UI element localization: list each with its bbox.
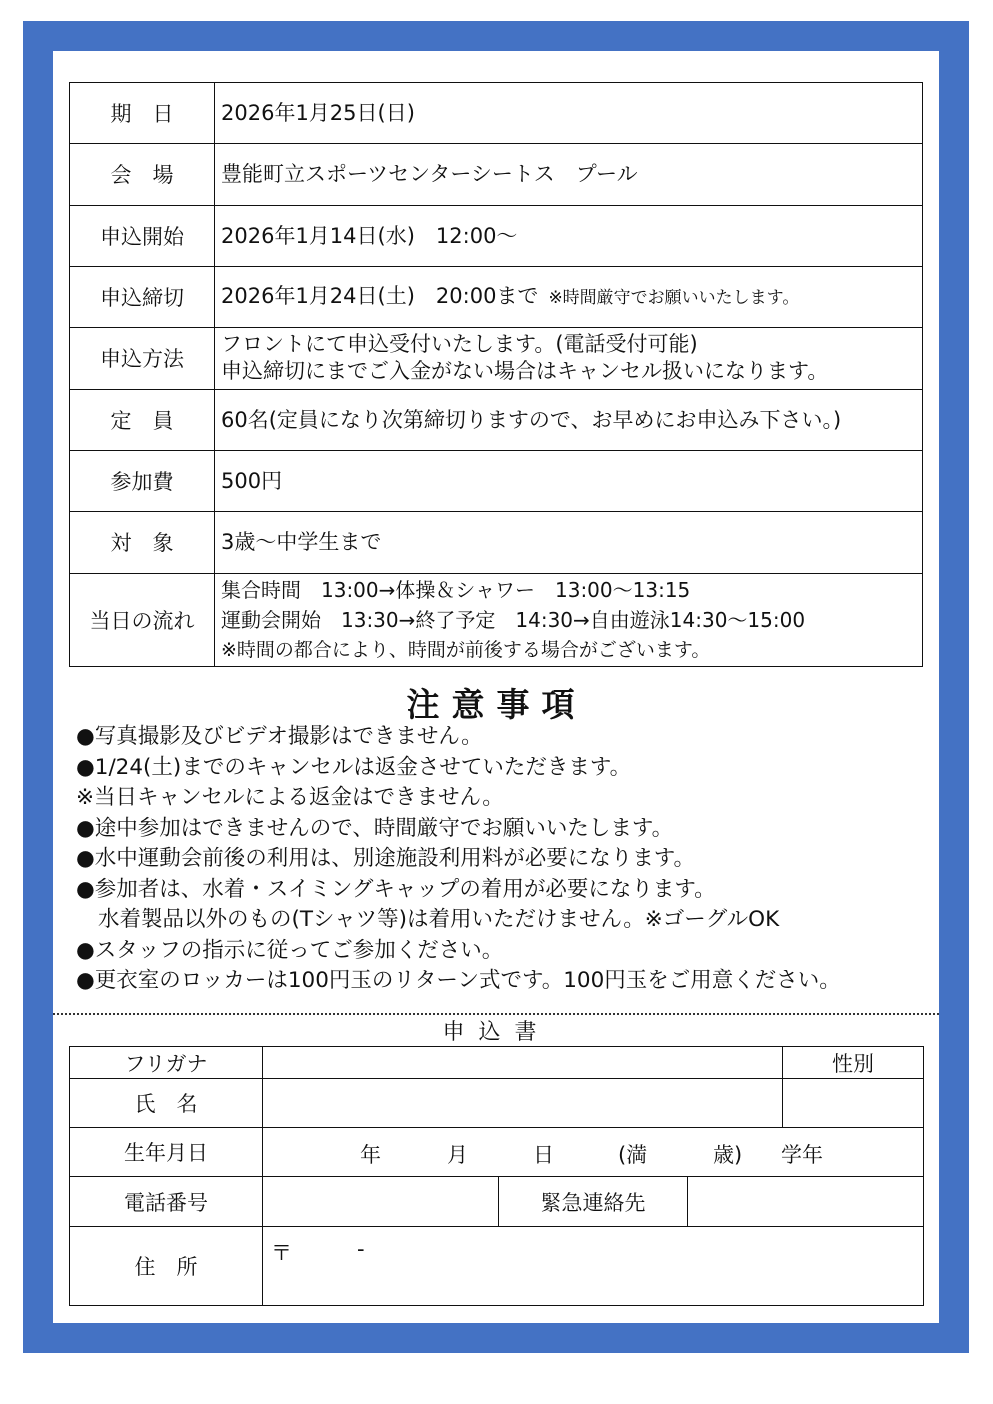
schedule-line-1: 集合時間 13:00→体操＆シャワー 13:00～13:15 [221,577,691,602]
notice-item: ●1/24(土)までのキャンセルは返金させていただきます。 [76,754,632,780]
info-value: 2026年1月25日(日) [215,83,923,144]
address-input[interactable] [263,1226,924,1305]
deadline-note: ※時間厳守でお願いいたします。 [548,288,800,309]
info-value: 60名(定員になり次第締切りますので、お早めにお申込み下さい。) [215,389,923,450]
gender-input[interactable] [783,1079,924,1128]
notice-item: ●途中参加はできませんので、時間厳守でお願いいたします。 [76,815,674,841]
info-row-application-deadline [70,266,923,327]
form-row-furigana [70,1047,924,1079]
notice-item: ●参加者は、水着・スイミングキャップの着用が必要になります。 [76,876,716,902]
info-label: 申込開始 [70,205,215,266]
gender-label: 性別 [783,1047,924,1079]
phone-label: 電話番号 [70,1177,263,1226]
info-label: 申込締切 [70,266,215,327]
birthdate-label: 生年月日 [70,1128,263,1177]
form-row-name [70,1079,924,1128]
postal-mark: 〒 [271,1240,292,1265]
deadline-text: 2026年1月24日(土) 20:00まで [221,284,539,309]
notice-item: ●写真撮影及びビデオ撮影はできません。 [76,724,483,749]
method-line-2: 申込締切にまでご入金がない場合はキャンセル扱いになります。 [221,359,829,384]
grade-unit: 学年 [781,1143,823,1168]
notice-title: 注意事項 [406,685,587,724]
name-input[interactable] [263,1079,783,1128]
info-row-target [70,512,923,573]
info-value: 2026年1月14日(水) 12:00～ [215,205,923,266]
notice-item: ※当日キャンセルによる返金はできません。 [76,785,504,810]
notice-item: ●水中運動会前後の利用は、別途施設利用料が必要になります。 [76,846,696,871]
day-unit: 日 [533,1143,554,1168]
info-row-fee [70,450,923,511]
notice-item: ●更衣室のロッカーは100円玉のリターン式です。100円玉をご用意ください。 [76,968,841,993]
phone-input[interactable] [263,1177,499,1226]
event-info-table [69,82,923,667]
method-line-1: フロントにて申込受付いたします。(電話受付可能) [221,332,698,357]
info-label: 参加費 [70,450,215,511]
address-label: 住 所 [70,1226,263,1305]
info-label: 申込方法 [70,328,215,389]
info-value: 豊能町立スポーツセンターシートス プール [215,144,923,205]
form-row-address [70,1226,924,1305]
age-close: 歳) [713,1143,743,1168]
info-value: 500円 [215,450,923,511]
info-row-schedule [70,573,923,667]
info-row-venue [70,144,923,205]
info-value [215,266,923,327]
info-value: 3歳～中学生まで [215,512,923,573]
furigana-label: フリガナ [70,1047,263,1079]
emergency-input[interactable] [688,1177,924,1226]
year-unit: 年 [360,1143,381,1168]
info-row-application-method [70,328,923,389]
info-label: 対 象 [70,512,215,573]
postal-dash: - [357,1236,365,1261]
month-unit: 月 [447,1143,468,1168]
info-label: 定 員 [70,389,215,450]
birthdate-input[interactable] [263,1128,924,1177]
notice-list [76,722,936,997]
notice-item: 水着製品以外のもの(Tシャツ等)は着用いただけません。※ゴーグルOK [98,907,780,932]
form-row-phone [70,1177,924,1226]
info-label: 会 場 [70,144,215,205]
info-label: 期 日 [70,83,215,144]
schedule-line-2: 運動会開始 13:30→終了予定 14:30→自由遊泳14:30～15:00 [221,607,806,632]
emergency-label: 緊急連絡先 [499,1177,688,1226]
furigana-input[interactable] [263,1047,783,1079]
schedule-line-3: ※時間の都合により、時間が前後する場合がございます。 [221,638,711,661]
form-row-birthdate [70,1128,924,1177]
form-title: 申込書 [442,1020,551,1045]
info-row-application-start [70,205,923,266]
info-row-date [70,83,923,144]
name-label: 氏 名 [70,1079,263,1128]
info-value [215,328,923,389]
info-value [215,573,923,667]
application-form [69,1046,924,1306]
info-label: 当日の流れ [70,573,215,667]
notice-item: ●スタッフの指示に従ってご参加ください。 [76,937,504,963]
info-row-capacity [70,389,923,450]
age-open: (満 [618,1143,648,1168]
